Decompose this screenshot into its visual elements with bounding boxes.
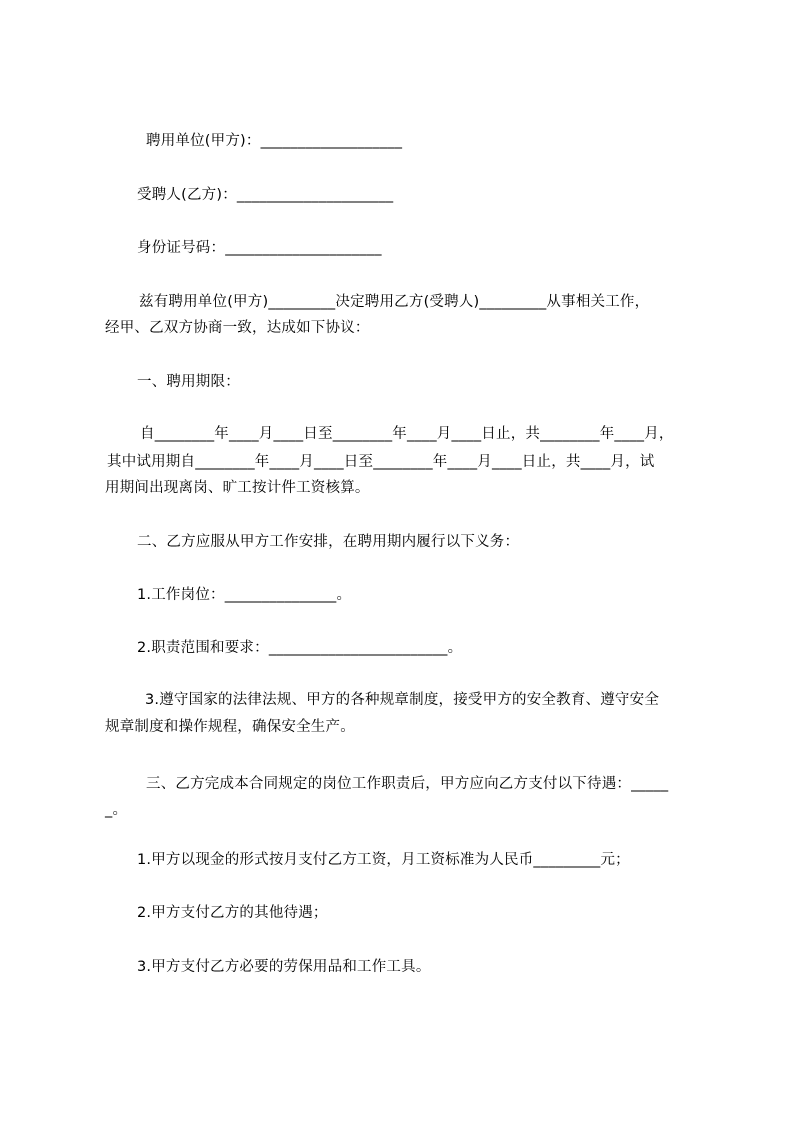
duty-item-1: 1.工作岗位：_______________。 (137, 587, 352, 603)
benefit-item-3: 3.甲方支付乙方必要的劳保用品和工作工具。 (137, 959, 431, 975)
intro-paragraph-line-1: 兹有聘用单位(甲方)_________决定聘用乙方(受聘人)_________从事相关工作， (139, 294, 650, 310)
duty-item-3-line-1: 3.遵守国家的法律法规、甲方的各种规章制度，接受甲方的安全教育、遵守安全 (145, 692, 660, 708)
section-3-heading-line-1: 三、乙方完成本合同规定的岗位工作职责后，甲方应向乙方支付以下待遇：_____ (146, 776, 669, 792)
section-2-heading: 二、乙方应服从甲方工作安排，在聘用期内履行以下义务： (137, 534, 520, 550)
section-1-heading: 一、聘用期限： (137, 374, 240, 390)
benefit-item-2: 2.甲方支付乙方的其他待遇； (137, 905, 328, 921)
term-line-1: 自________年____月____日至________年____月____日止，共________年____月， (140, 426, 674, 442)
benefit-item-1: 1.甲方以现金的形式按月支付乙方工资，月工资标准为人民币_________元； (137, 852, 630, 868)
duty-item-3-line-2: 规章制度和操作规程，确保安全生产。 (105, 719, 355, 735)
employee-party-line: 受聘人(乙方)：_____________________ (137, 187, 394, 203)
id-number-line: 身份证号码：_____________________ (137, 240, 382, 256)
term-line-3: 用期间出现离岗、旷工按计件工资核算。 (105, 480, 370, 496)
intro-paragraph-line-2: 经甲、乙双方协商一致，达成如下协议： (105, 320, 370, 336)
term-line-2: 其中试用期自________年____月____日至________年____月____日止，共____月，试 (107, 454, 655, 470)
employer-party-line: 聘用单位(甲方)：___________________ (146, 133, 403, 149)
duty-item-2: 2.职责范围和要求：________________________。 (137, 640, 463, 656)
section-3-heading-line-2: _。 (105, 802, 128, 818)
